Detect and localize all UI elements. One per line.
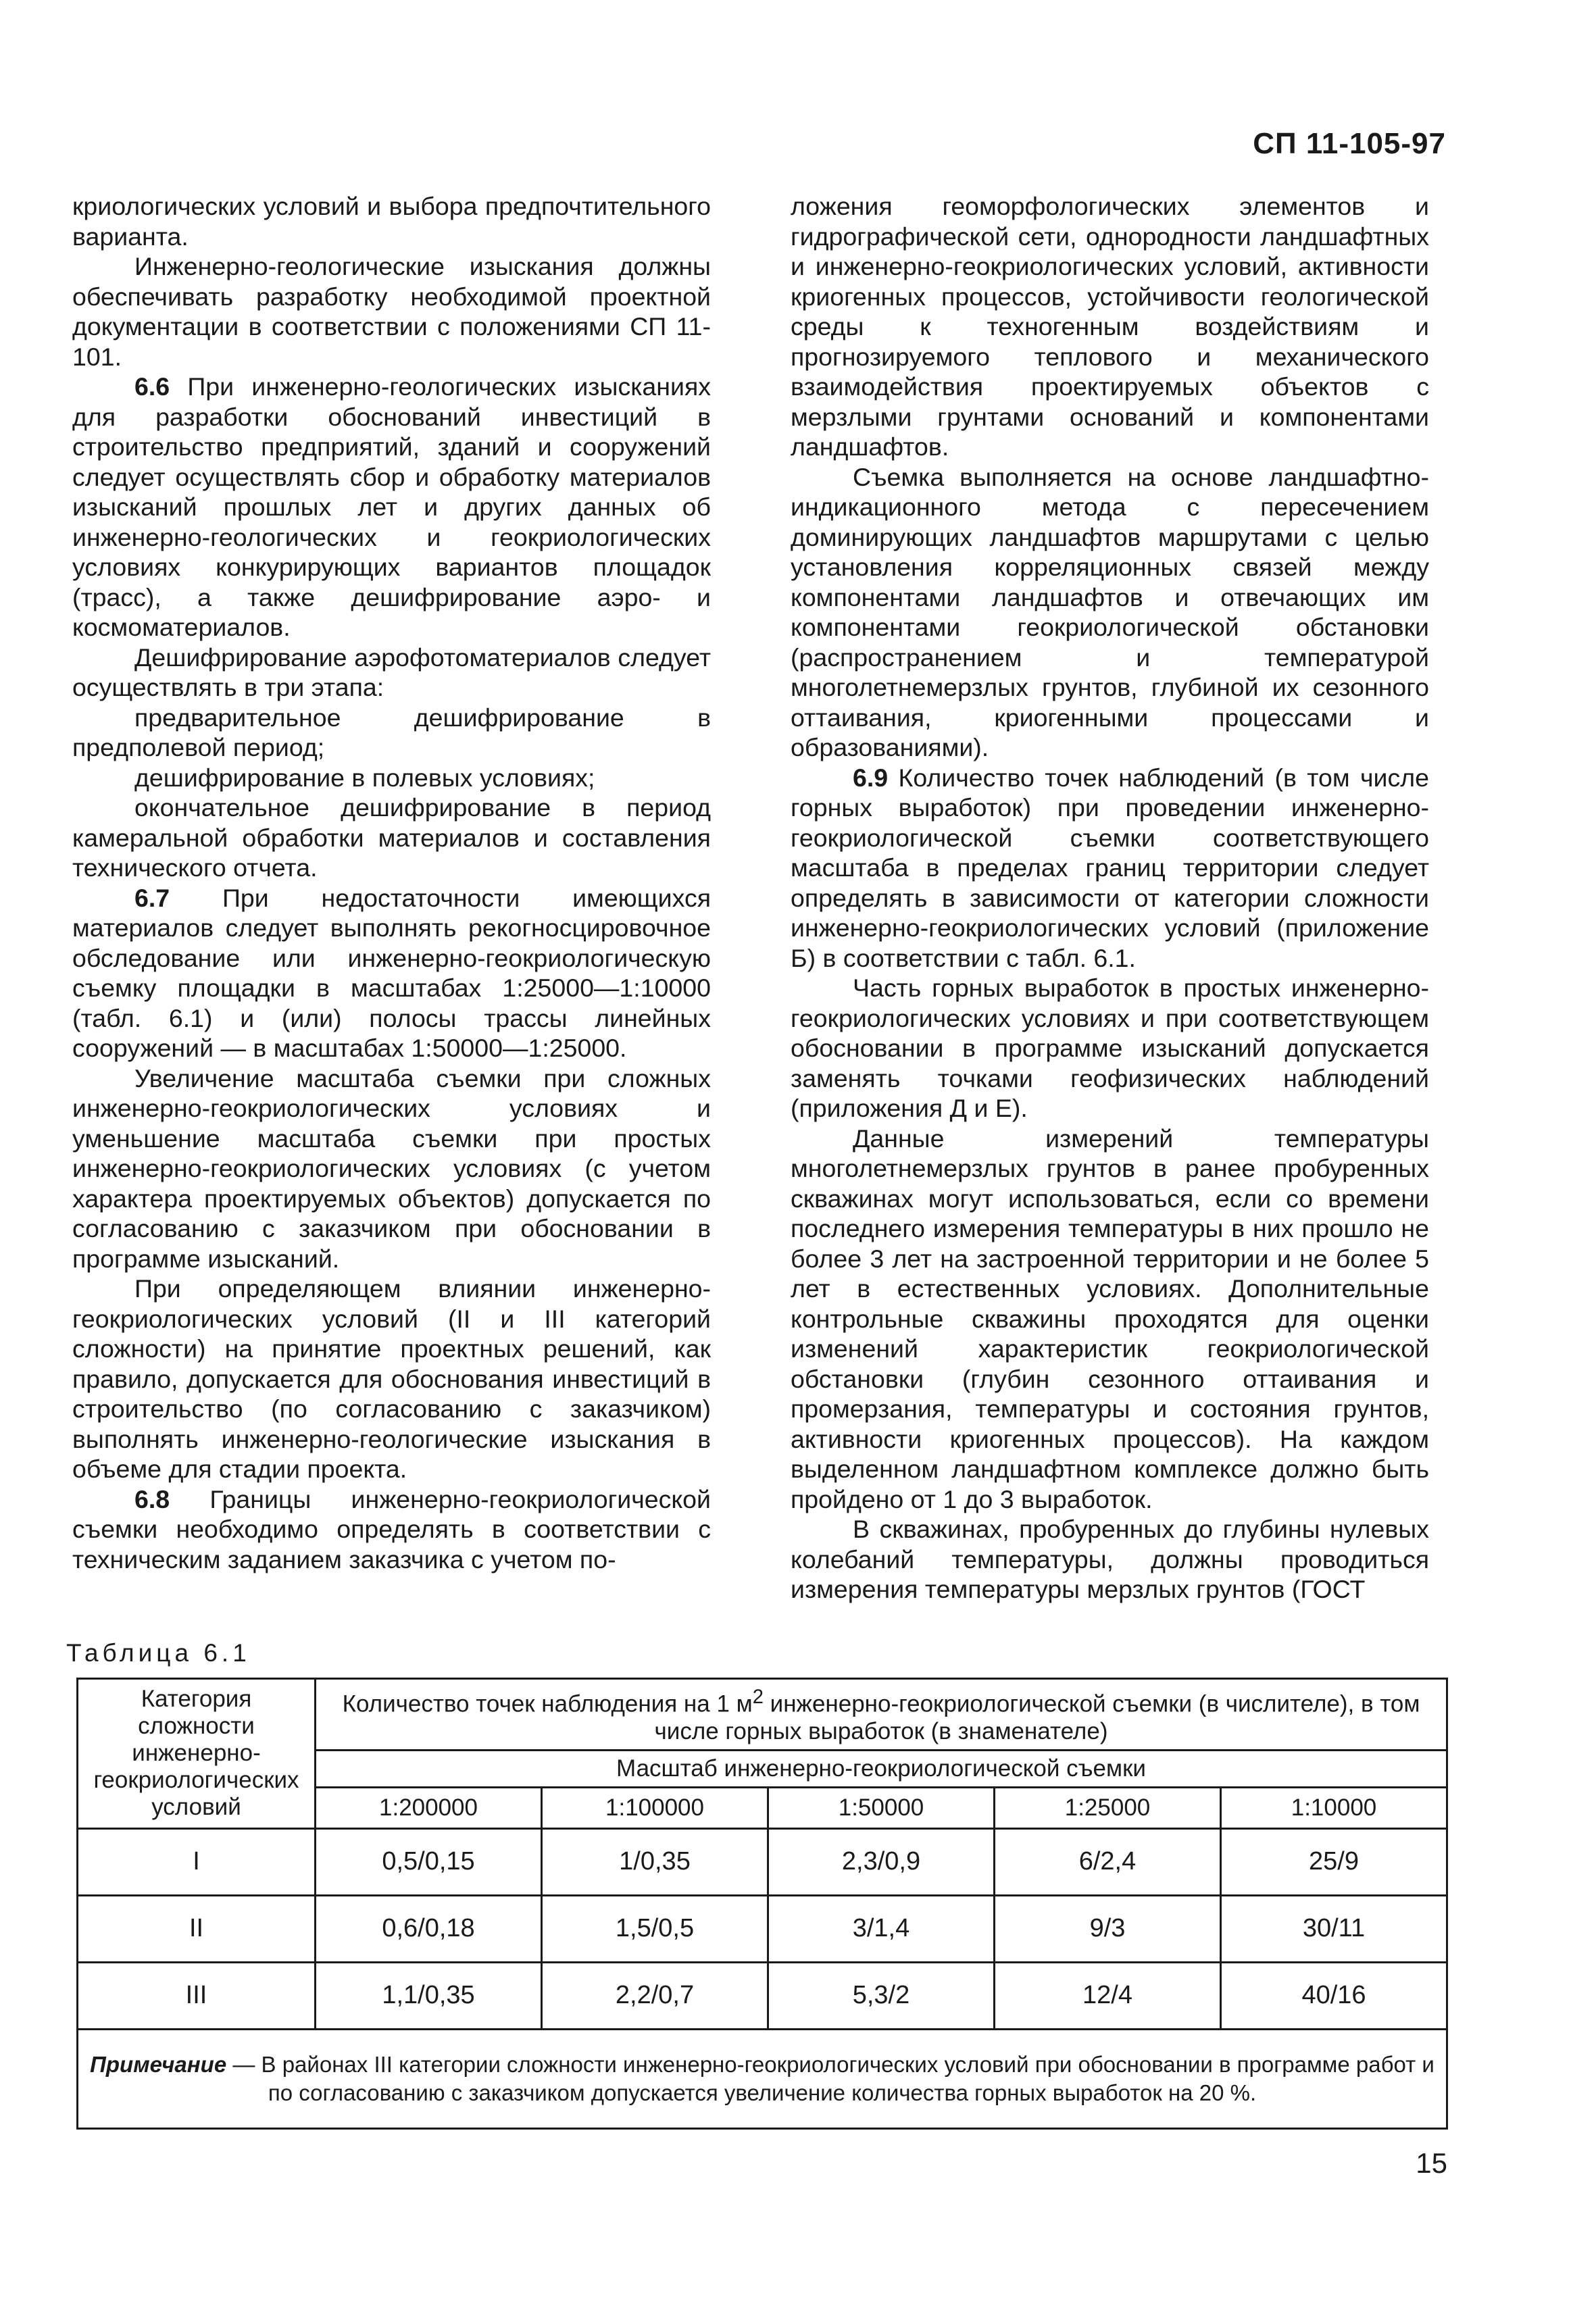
paragraph-text: Границы инженерно-геокриологической съемки необходимо определять в соответствии с техническим заданием заказчика с учетом по- bbox=[72, 1484, 711, 1574]
paragraph bbox=[791, 462, 1429, 763]
paragraph-text: Инженерно-геологические изыскания должны обеспечивать разработку необходимой проектной документации в соответствии с положениями СП 11-101. bbox=[72, 252, 711, 371]
value-cell: 5,3/2 bbox=[768, 1962, 995, 2029]
section-number: 6.6 bbox=[134, 372, 170, 401]
value-cell: 25/9 bbox=[1221, 1828, 1447, 1895]
scale-header: Масштаб инженерно-геокриологической съемки bbox=[316, 1750, 1447, 1787]
paragraph-text: Часть горных выработок в простых инженерно-геокриологических условиях и при соответствующем обосновании в программе изысканий допускается заменять точками геофизических наблюдений (приложения Д и Е). bbox=[791, 974, 1429, 1122]
value-cell: 1,5/0,5 bbox=[542, 1895, 768, 1962]
value-cell: 12/4 bbox=[995, 1962, 1221, 2029]
scale-cell: 1:10000 bbox=[1221, 1787, 1447, 1828]
value-cell: 1,1/0,35 bbox=[316, 1962, 542, 2029]
table-6-1 bbox=[76, 1678, 1448, 2130]
paragraph bbox=[791, 973, 1429, 1124]
paragraph bbox=[791, 763, 1429, 974]
value-cell: 3/1,4 bbox=[768, 1895, 995, 1962]
value-cell: 30/11 bbox=[1221, 1895, 1447, 1962]
paragraph-text: При недостаточности имеющихся материалов следует выполнять рекогносцировочное обследование или инженерно-геокриологическую съемку площадки в масштабах 1:25000—1:10000 (табл. 6.1) и (или) полосы трассы линейных сооружений — в масштабах 1:50000—1:25000. bbox=[72, 883, 711, 1062]
paragraph-text: Количество точек наблюдений (в том числе горных выработок) при проведении инженерно-геокриологической съемки соответствующего масштаба в пределах границ территории следует определять в зависимости от категории сложности инженерно-геокриологических условий (приложение Б) в соответствии с табл. 6.1. bbox=[791, 763, 1429, 972]
paragraph bbox=[72, 763, 711, 793]
note-text: — В районах III категории сложности инженерно-геокриологических условий при обосновании в программе работ и по согласованию с заказчиком допускается увеличение количества горных выработок на 20 %. bbox=[226, 2051, 1435, 2105]
category-cell: I bbox=[78, 1828, 316, 1895]
table-row bbox=[78, 1962, 1447, 2029]
paragraph bbox=[791, 1514, 1429, 1605]
paragraph-text: Съемка выполняется на основе ландшафтно-индикационного метода с пересечением доминирующих ландшафтов маршрутами с целью установления корреляционных связей между компонентами ландшафтов и отвечающих им компонентами геокриологической обстановки (распространением и температурой многолетнемерзлых грунтов, глубиной их сезонного оттаивания, криогенными процессами и образованиями). bbox=[791, 462, 1429, 761]
paragraph-text: Увеличение масштаба съемки при сложных инженерно-геокриологических условиях и уменьшение масштаба съемки при простых инженерно-геокриологических условиях (с учетом характера проектируемых объектов) допускается по согласованию с заказчиком при обосновании в программе изысканий. bbox=[72, 1063, 711, 1273]
paragraph bbox=[791, 191, 1429, 462]
paragraph-text: Данные измерений температуры многолетнемерзлых грунтов в ранее пробуренных скважинах могут использоваться, если со времени последнего измерения температуры в них прошло не более 3 лет на застроенной территории и не более 5 лет в естественных условиях. Дополнительные контрольные скважины проходятся для оценки изменений характеристик геокриологической обстановки (глубин сезонного оттаивания и промерзания, температуры и состояния грунтов, активности криогенных процессов). На каждом выделенном ландшафтном комплексе должно быть пройдено от 1 до 3 выработок. bbox=[791, 1124, 1429, 1513]
points-header-sup: 2 bbox=[752, 1686, 764, 1708]
paragraph-text: предварительное дешифрирование в предполевой период; bbox=[72, 703, 711, 761]
paragraph bbox=[791, 1124, 1429, 1515]
paragraph-text: ложения геоморфологических элементов и гидрографической сети, однородности ландшафтных и инженерно-геокриологических условий, активности криогенных процессов, устойчивости геологической среды к техногенным воздействиям и прогнозируемого теплового и механического взаимодействия проектируемых объектов с мерзлыми грунтами оснований и компонентами ландшафтов. bbox=[791, 192, 1429, 461]
right-column bbox=[791, 191, 1429, 1605]
category-cell: II bbox=[78, 1895, 316, 1962]
value-cell: 6/2,4 bbox=[995, 1828, 1221, 1895]
paragraph bbox=[72, 703, 711, 763]
scale-cell: 1:200000 bbox=[316, 1787, 542, 1828]
scale-cell: 1:50000 bbox=[768, 1787, 995, 1828]
section-number: 6.9 bbox=[853, 763, 889, 792]
paragraph bbox=[72, 1063, 711, 1274]
paragraph bbox=[72, 1484, 711, 1575]
section-number: 6.7 bbox=[134, 883, 170, 912]
section-number: 6.8 bbox=[134, 1484, 170, 1513]
table-header-row bbox=[78, 1679, 1447, 1751]
document-code: СП 11-105-97 bbox=[1253, 127, 1446, 160]
value-cell: 40/16 bbox=[1221, 1962, 1447, 2029]
points-header bbox=[316, 1679, 1447, 1751]
paragraph-text: При определяющем влиянии инженерно-геокриологических условий (II и III категорий сложности) на принятие проектных решений, как правило, допускается для обоснования инвестиций в строительство (по согласованию с заказчиком) выполнять инженерно-геологические изыскания в объеме для стадии проекта. bbox=[72, 1274, 711, 1483]
paragraph bbox=[72, 643, 711, 703]
value-cell: 1/0,35 bbox=[542, 1828, 768, 1895]
left-column bbox=[72, 191, 711, 1574]
table-row bbox=[78, 1895, 1447, 1962]
paragraph bbox=[72, 372, 711, 643]
note-label: Примечание bbox=[90, 2051, 227, 2077]
table-row bbox=[78, 1828, 1447, 1895]
value-cell: 9/3 bbox=[995, 1895, 1221, 1962]
paragraph-text: Дешифрирование аэрофотоматериалов следует осуществлять в три этапа: bbox=[72, 643, 711, 701]
scale-cell: 1:100000 bbox=[542, 1787, 768, 1828]
paragraph-text: криологических условий и выбора предпочтительного варианта. bbox=[72, 192, 711, 251]
paragraph bbox=[72, 793, 711, 883]
value-cell: 0,5/0,15 bbox=[316, 1828, 542, 1895]
category-header: Категория сложности инженерно-геокриологических условий bbox=[78, 1679, 316, 1829]
value-cell: 2,3/0,9 bbox=[768, 1828, 995, 1895]
paragraph bbox=[72, 251, 711, 372]
table-caption: Таблица 6.1 bbox=[66, 1639, 251, 1667]
paragraph bbox=[72, 883, 711, 1063]
table-note bbox=[78, 2029, 1447, 2128]
note-row bbox=[78, 2029, 1447, 2128]
paragraph-text: окончательное дешифрирование в период камеральной обработки материалов и составления технического отчета. bbox=[72, 793, 711, 882]
paragraph-text: дешифрирование в полевых условиях; bbox=[134, 763, 595, 792]
paragraph bbox=[72, 1274, 711, 1484]
paragraph-text: В скважинах, пробуренных до глубины нулевых колебаний температуры, должны проводиться измерения температуры мерзлых грунтов (ГОСТ bbox=[791, 1515, 1429, 1603]
scale-cell: 1:25000 bbox=[995, 1787, 1221, 1828]
page-number: 15 bbox=[1416, 2147, 1447, 2179]
paragraph-text: При инженерно-геологических изысканиях для разработки обоснований инвестиций в строительство предприятий, зданий и сооружений следует осуществлять сбор и обработку материалов изысканий прошлых лет и других данных об инженерно-геологических и геокриологических условиях конкурирующих вариантов площадок (трасс), а также дешифрирование аэро- и космоматериалов. bbox=[72, 372, 711, 641]
points-header-a: Количество точек наблюдения на 1 м bbox=[342, 1690, 753, 1717]
paragraph bbox=[72, 191, 711, 251]
value-cell: 0,6/0,18 bbox=[316, 1895, 542, 1962]
points-header-b: инженерно-геокриологической съемки (в числителе), в том числе горных выработок (в знаменателе) bbox=[654, 1690, 1420, 1744]
value-cell: 2,2/0,7 bbox=[542, 1962, 768, 2029]
category-cell: III bbox=[78, 1962, 316, 2029]
